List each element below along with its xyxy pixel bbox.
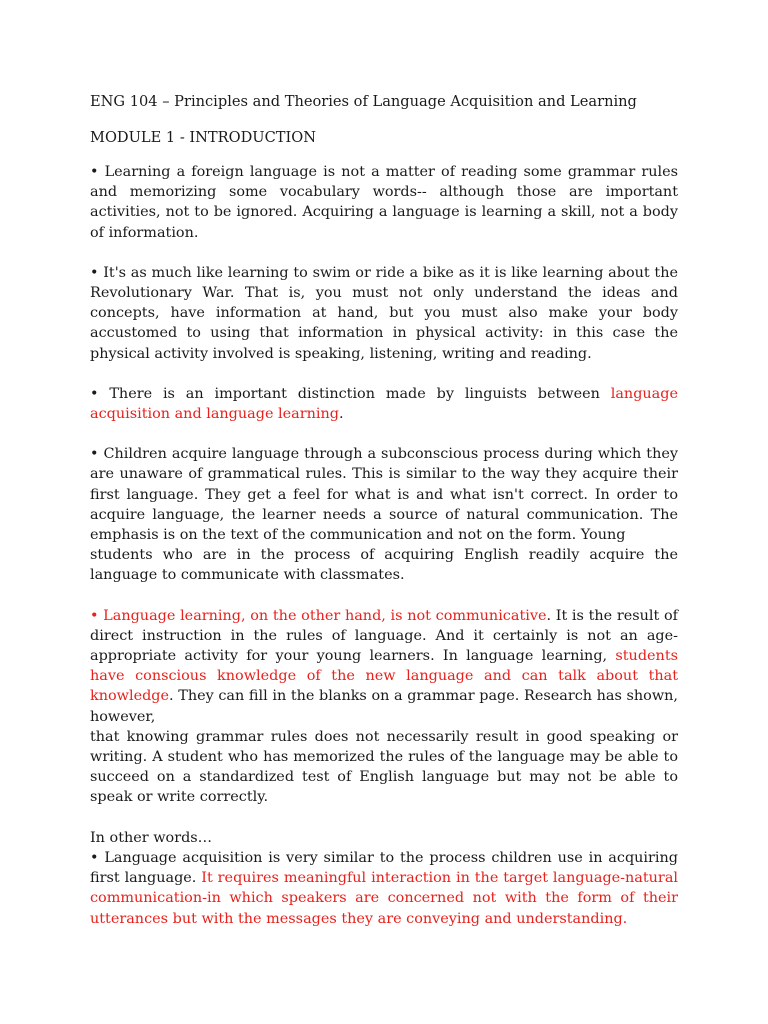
document-page [90, 92, 678, 949]
paragraph-4-part-a: • Children acquire language through a subconscious process during which they are unaware of grammatical rules. This is similar to the way they acquire their first language. They get a feel for what is and what isn't correct. In order to acquire language, the learner needs a source of natural communication. The emphasis is on the text of the communication and not on the form. Young [90, 446, 678, 544]
paragraph-6-text: • Language acquisition is very similar to the process children use in acquiring first language. [90, 849, 678, 887]
paragraph-5-highlight-1: • Language learning, on the other hand, is not communicative [90, 607, 547, 624]
paragraph-6-intro: In other words… [90, 829, 213, 846]
paragraph-3-text: • There is an important distinction made by linguists between [90, 385, 611, 402]
module-title: MODULE 1 - INTRODUCTION [90, 129, 317, 146]
paragraph-5-text-c: that knowing grammar rules does not necessarily result in good speaking or writing. A student who has memorized the rules of the language may be able to succeed on a standardized test of English language but may not be able to speak or write correctly. [90, 728, 678, 806]
paragraph-6-highlight: It requires meaningful interaction in the target language-natural communication-in which speakers are concerned not with the form of their utterances but with the messages they are conveying and understanding. [90, 870, 678, 927]
paragraph-4-part-b: students who are in the process of acquiring English readily acquire the language to communicate with classmates. [90, 547, 678, 584]
paragraph-4 [90, 444, 678, 585]
paragraph-2: • It's as much like learning to swim or ride a bike as it is like learning about the Revolutionary War. That is, you must not only understand the ideas and concepts, have information at hand, but you must also make your body accustomed to using that information in physical activity: in this case the physical activity involved is speaking, listening, writing and reading. [90, 264, 678, 362]
paragraph-5-text-b: . They can fill in the blanks on a grammar page. Research has shown, however, [90, 688, 678, 725]
paragraph-3 [90, 384, 678, 424]
paragraph-5-highlight-2: students have conscious knowledge of the new language and can talk about that knowledge [90, 648, 678, 705]
paragraph-3-highlight: language acquisition and language learning [90, 385, 678, 423]
paragraph-1: • Learning a foreign language is not a matter of reading some grammar rules and memorizing some vocabulary words-- although those are important activities, not to be ignored. Acquiring a language is learning a skill, not a body of information. [90, 164, 678, 241]
course-title: ENG 104 – Principles and Theories of Language Acquisition and Learning [90, 93, 637, 110]
paragraph-6 [90, 848, 678, 929]
paragraph-5 [90, 606, 678, 808]
paragraph-5-text-a: . It is the result of direct instruction in the rules of language. And it certainly is not an age-appropriate activity for your young learners. In language learning, [90, 607, 678, 665]
paragraph-3-end: . [338, 406, 344, 423]
